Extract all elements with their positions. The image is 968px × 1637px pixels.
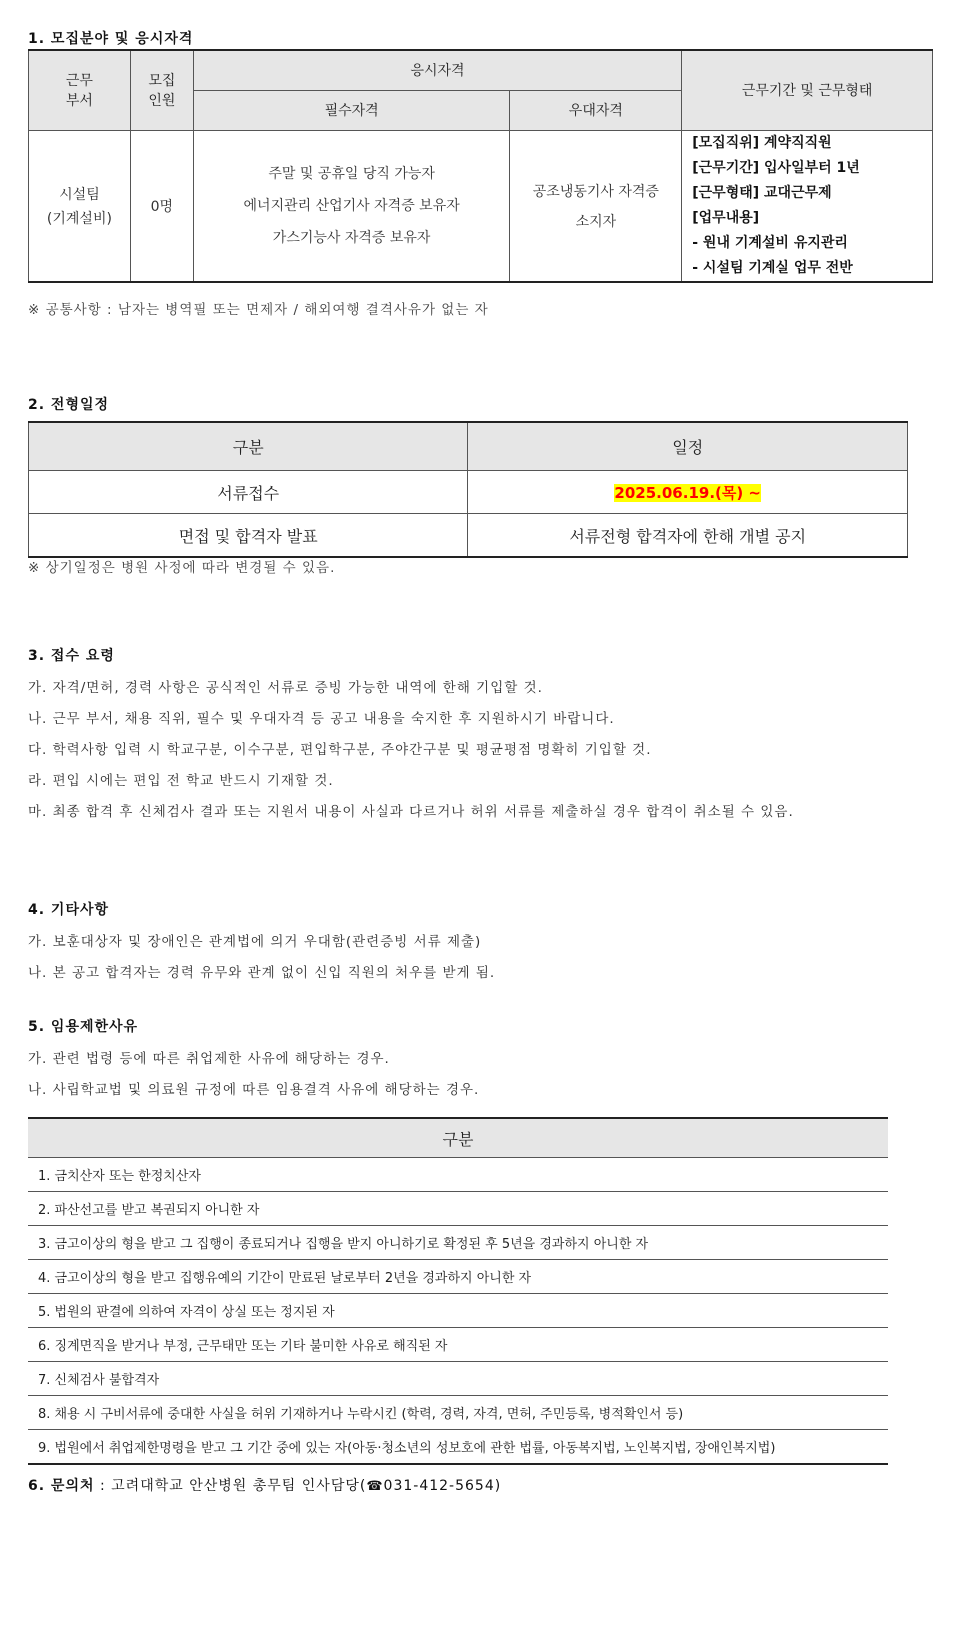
restriction-row: 5. 법원의 판결에 의하여 자격이 상실 또는 정지된 자 bbox=[28, 1294, 888, 1328]
restriction-intro-item: 가. 관련 법령 등에 따른 취업제한 사유에 해당하는 경우. bbox=[28, 1051, 390, 1067]
restriction-row: 2. 파산선고를 받고 복권되지 아니한 자 bbox=[28, 1192, 888, 1226]
contact-line bbox=[28, 1475, 501, 1495]
restriction-intro-item: 나. 사립학교법 및 의료원 규정에 따른 임용결격 사유에 해당하는 경우. bbox=[28, 1082, 480, 1098]
schedule-row-category: 서류접수 bbox=[29, 471, 468, 514]
restriction-table bbox=[28, 1117, 888, 1465]
header-count: 모집 인원 bbox=[130, 50, 193, 130]
contact-text: 고려대학교 안산병원 총무팀 인사담당( bbox=[111, 1478, 367, 1494]
schedule-row-date: 서류전형 합격자에 한해 개별 공지 bbox=[468, 514, 908, 558]
restriction-row: 4. 금고이상의 형을 받고 집행유예의 기간이 만료된 날로부터 2년을 경과하지 아니한 자 bbox=[28, 1260, 888, 1294]
guide-item: 라. 편입 시에는 편입 전 학교 반드시 기재할 것. bbox=[28, 773, 334, 789]
restriction-header: 구분 bbox=[28, 1118, 888, 1158]
highlighted-date: 2025.06.19.(목) ~ bbox=[614, 483, 762, 502]
restriction-row: 7. 신체검사 불합격자 bbox=[28, 1362, 888, 1396]
section-title-restrictions: 5. 임용제한사유 bbox=[28, 1019, 139, 1035]
restriction-row: 6. 징계면직을 받거나 부정, 근무태만 또는 기타 불미한 사유로 해직된 자 bbox=[28, 1328, 888, 1362]
header-dept: 근무 부서 bbox=[29, 50, 131, 130]
section-title-recruitment: 1. 모집분야 및 응시자격 bbox=[28, 31, 194, 47]
cell-dept: 시설팀 (기계설비) bbox=[29, 130, 131, 282]
recruitment-table bbox=[28, 49, 933, 283]
guide-item: 가. 자격/면허, 경력 사항은 공식적인 서류로 증빙 가능한 내역에 한해 기입할 것. bbox=[28, 680, 543, 696]
cell-preferred: 공조냉동기사 자격증 소지자 bbox=[510, 130, 682, 282]
cell-count: 0명 bbox=[130, 130, 193, 282]
restriction-row: 8. 채용 시 구비서류에 중대한 사실을 허위 기재하거나 누락시킨 (학력, 경력, 자격, 면허, 주민등록, 병적확인서 등) bbox=[28, 1396, 888, 1430]
restriction-row: 9. 법원에서 취업제한명령을 받고 그 기간 중에 있는 자(아동·청소년의 성보호에 관한 법률, 아동복지법, 노인복지법, 장애인복지법) bbox=[28, 1430, 888, 1465]
cell-required: 주말 및 공휴일 당직 가능자 에너지관리 산업기사 자격증 보유자 가스기능사 자격증 보유자 bbox=[193, 130, 510, 282]
contact-phone: 031-412-5654) bbox=[383, 1478, 502, 1494]
header-work-period: 근무기간 및 근무형태 bbox=[682, 50, 933, 130]
contact-separator: : bbox=[94, 1478, 112, 1494]
other-note-item: 나. 본 공고 합격자는 경력 유무와 관계 없이 신입 직원의 처우를 받게 됨. bbox=[28, 965, 496, 981]
header-qualification: 응시자격 bbox=[193, 50, 681, 90]
schedule-header-date: 일정 bbox=[468, 422, 908, 471]
schedule-row-date bbox=[468, 471, 908, 514]
common-requirement-note: ※ 공통사항 : 남자는 병역필 또는 면제자 / 해외여행 결격사유가 없는 자 bbox=[28, 302, 489, 318]
schedule-table bbox=[28, 421, 908, 558]
header-required: 필수자격 bbox=[193, 90, 510, 130]
other-note-item: 가. 보훈대상자 및 장애인은 관계법에 의거 우대함(관련증빙 서류 제출) bbox=[28, 934, 482, 950]
guide-item: 다. 학력사항 입력 시 학교구분, 이수구분, 편입학구분, 주야간구분 및 평균평점 명확히 기입할 것. bbox=[28, 742, 652, 758]
header-preferred: 우대자격 bbox=[510, 90, 682, 130]
cell-work-details: [모집직위] 계약직직원 [근무기간] 입사일부터 1년 [근무형태] 교대근무제 [업무내용] - 원내 기계설비 유지관리 - 시설팀 기계실 업무 전반 bbox=[682, 130, 933, 282]
phone-icon: ☎ bbox=[366, 1479, 384, 1494]
contact-label: 6. 문의처 bbox=[28, 1478, 95, 1494]
guide-item: 마. 최종 합격 후 신체검사 결과 또는 지원서 내용이 사실과 다르거나 허위 서류를 제출하실 경우 합격이 취소될 수 있음. bbox=[28, 804, 794, 820]
section-title-schedule: 2. 전형일정 bbox=[28, 397, 110, 413]
restriction-row: 3. 금고이상의 형을 받고 그 집행이 종료되거나 집행을 받지 아니하기로 확정된 후 5년을 경과하지 아니한 자 bbox=[28, 1226, 888, 1260]
schedule-header-category: 구분 bbox=[29, 422, 468, 471]
section-title-other: 4. 기타사항 bbox=[28, 902, 110, 918]
section-title-application-guide: 3. 접수 요령 bbox=[28, 648, 115, 664]
restriction-row: 1. 금치산자 또는 한정치산자 bbox=[28, 1158, 888, 1192]
guide-item: 나. 근무 부서, 채용 직위, 필수 및 우대자격 등 공고 내용을 숙지한 후 지원하시기 바랍니다. bbox=[28, 711, 615, 727]
schedule-note: ※ 상기일정은 병원 사정에 따라 변경될 수 있음. bbox=[28, 560, 336, 576]
schedule-row-category: 면접 및 합격자 발표 bbox=[29, 514, 468, 558]
